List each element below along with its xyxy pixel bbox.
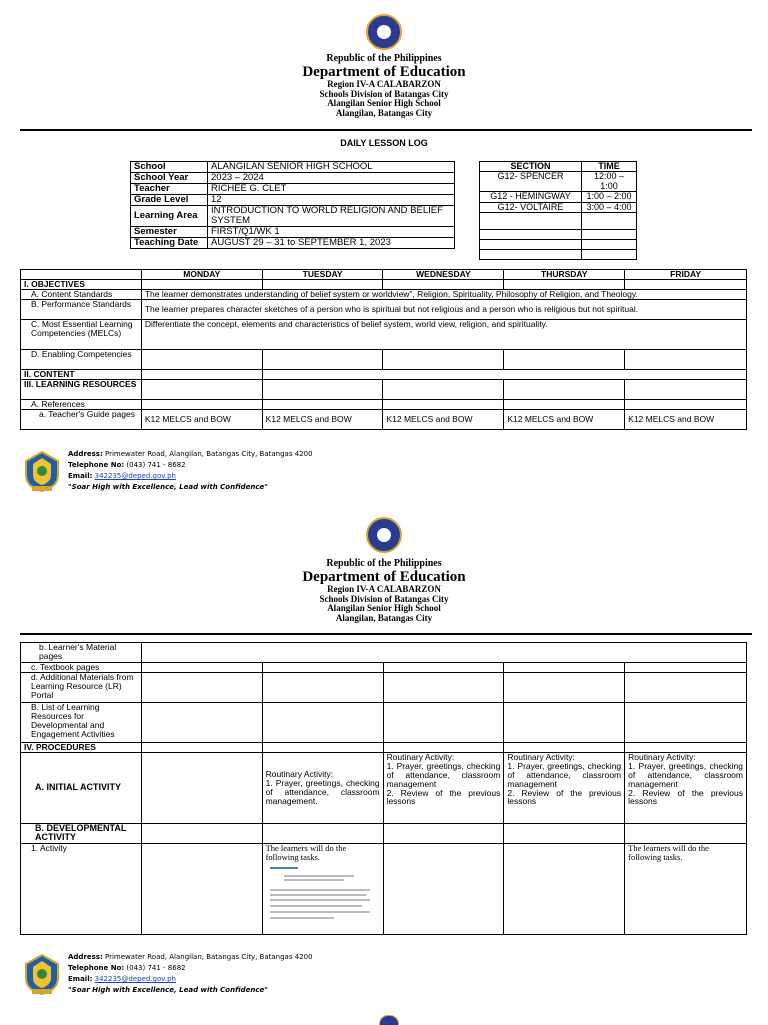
info-table bbox=[130, 161, 455, 249]
header-rule bbox=[20, 129, 752, 131]
republic-line: Republic of the Philippines bbox=[326, 558, 442, 569]
info-label: Semester bbox=[131, 226, 208, 237]
division-line: Schools Division of Batangas City bbox=[319, 593, 449, 604]
email-link[interactable]: 342235@deped.gov.ph bbox=[94, 975, 176, 983]
melcs-label: C. Most Essential Learning Competencies (MELCs) bbox=[21, 319, 142, 349]
city-line: Alangilan, Batangas City bbox=[335, 612, 433, 623]
footer-telephone bbox=[68, 461, 186, 469]
learners-material-label: b. Learner's Material pages bbox=[21, 643, 142, 663]
day-thursday: THURSDAY bbox=[504, 270, 625, 280]
section-name: G12- VOLTAIRE bbox=[480, 202, 582, 212]
info-value: FIRST/Q1/WK 1 bbox=[208, 226, 455, 237]
content-label: II. CONTENT bbox=[21, 369, 142, 379]
objectives-label: I. OBJECTIVES bbox=[21, 279, 142, 289]
teachers-guide-wednesday: K12 MELCS and BOW bbox=[383, 409, 504, 429]
teachers-guide-label: a. Teacher's Guide pages bbox=[21, 409, 142, 429]
telephone-value: (043) 741 - 8682 bbox=[126, 964, 186, 972]
references-label: A. References bbox=[21, 399, 142, 409]
footer-address bbox=[68, 450, 313, 458]
letterhead bbox=[0, 54, 768, 118]
day-wednesday: WEDNESDAY bbox=[383, 270, 504, 280]
initial-activity-label: A. INITIAL ACTIVITY bbox=[21, 752, 142, 823]
content-standards-text: The learner demonstrates understanding of belief system or worldview", Religion, Spirituality, Philosophy of Religion, and Theology. bbox=[141, 289, 746, 299]
section-name: G12- SPENCER bbox=[480, 172, 582, 192]
procedures-label: IV. PROCEDURES bbox=[21, 742, 142, 752]
activity-friday: The learners will do the following tasks. bbox=[625, 843, 747, 934]
info-value: 12 bbox=[208, 194, 455, 205]
content-standards-label: A. Content Standards bbox=[21, 289, 142, 299]
footer-email bbox=[68, 975, 176, 983]
teachers-guide-monday: K12 MELCS and BOW bbox=[141, 409, 262, 429]
school-line: Alangilan Senior High School bbox=[327, 98, 441, 109]
day-monday: MONDAY bbox=[141, 270, 262, 280]
initial-activity-tuesday: Routinary Activity: 1. Prayer, greetings, checking of attendance, classroom management. bbox=[262, 752, 383, 823]
section-row bbox=[480, 202, 637, 212]
teachers-guide-thursday: K12 MELCS and BOW bbox=[504, 409, 625, 429]
republic-line: Republic of the Philippines bbox=[326, 53, 442, 64]
info-label: School Year bbox=[131, 172, 208, 183]
telephone-value: (043) 741 - 8682 bbox=[126, 461, 186, 469]
day-friday: FRIDAY bbox=[625, 270, 747, 280]
section-time: 3:00 – 4:00 bbox=[582, 202, 637, 212]
footer-email bbox=[68, 472, 176, 480]
school-logo-icon bbox=[20, 449, 64, 493]
initial-activity-friday: Routinary Activity: 1. Prayer, greetings, checking of attendance, classroom management 2. Review of the previous lessons bbox=[625, 752, 747, 823]
info-value: 2023 – 2024 bbox=[208, 172, 455, 183]
info-row bbox=[131, 194, 455, 205]
email-label: Email: bbox=[68, 975, 93, 983]
initial-activity-wednesday: Routinary Activity: 1. Prayer, greetings, checking of attendance, classroom management 2. Review of the previous lessons bbox=[383, 752, 504, 823]
list-resources-label: B. List of Learning Resources for Developmental and Engagement Activities bbox=[21, 702, 142, 742]
additional-materials-label: d. Additional Materials from Learning Resource (LR) Portal bbox=[21, 672, 142, 702]
address-value: Primewater Road, Alangilan, Batangas City, Batangas 4200 bbox=[105, 953, 313, 961]
telephone-label: Telephone No: bbox=[68, 461, 125, 469]
footer-2 bbox=[20, 950, 420, 1000]
region-line: Region IV-A CALABARZON bbox=[327, 584, 441, 595]
textbook-label: c. Textbook pages bbox=[21, 663, 142, 673]
corner-cell bbox=[21, 270, 142, 280]
deped-seal-icon bbox=[366, 14, 402, 50]
info-label: Teacher bbox=[131, 183, 208, 194]
info-value: RICHEE G. CLET bbox=[208, 183, 455, 194]
initial-activity-thursday: Routinary Activity: 1. Prayer, greetings, checking of attendance, classroom management 2. Review of the previous lessons bbox=[504, 752, 625, 823]
section-row bbox=[480, 192, 637, 202]
section-header: SECTION bbox=[480, 162, 582, 172]
page-2 bbox=[0, 505, 768, 1010]
footer-1 bbox=[20, 447, 420, 497]
page-1 bbox=[0, 0, 768, 500]
section-name: G12 - HEMINGWAY bbox=[480, 192, 582, 202]
email-link[interactable]: 342235@deped.gov.ph bbox=[94, 472, 176, 480]
address-label: Address: bbox=[68, 450, 103, 458]
performance-standards-text: The learner prepares character sketches of a person who is spiritual but not religious and a person who is religious but not spiritual. bbox=[141, 299, 746, 319]
section-time: 1:00 – 2:00 bbox=[582, 192, 637, 202]
department-line: Department of Education bbox=[302, 568, 466, 585]
address-label: Address: bbox=[68, 953, 103, 961]
region-line: Region IV-A CALABARZON bbox=[327, 79, 441, 90]
learning-resources-label: III. LEARNING RESOURCES bbox=[21, 379, 142, 399]
teachers-guide-tuesday: K12 MELCS and BOW bbox=[262, 409, 383, 429]
footer-address bbox=[68, 953, 313, 961]
info-row bbox=[131, 205, 455, 226]
info-label: School bbox=[131, 162, 208, 173]
info-row bbox=[131, 162, 455, 173]
developmental-activity-label: B. DEVELOPMENTAL ACTIVITY bbox=[21, 823, 142, 843]
doc-title: DAILY LESSON LOG bbox=[340, 138, 428, 148]
section-table bbox=[479, 161, 637, 260]
teachers-guide-friday: K12 MELCS and BOW bbox=[625, 409, 747, 429]
division-line: Schools Division of Batangas City bbox=[319, 88, 449, 99]
header-rule bbox=[20, 633, 752, 635]
info-value: INTRODUCTION TO WORLD RELIGION AND BELIEF SYSTEM bbox=[208, 205, 455, 226]
info-row bbox=[131, 183, 455, 194]
activity-tuesday bbox=[262, 843, 383, 934]
info-label: Learning Area bbox=[131, 205, 208, 226]
email-label: Email: bbox=[68, 472, 93, 480]
deped-seal-icon bbox=[366, 517, 402, 553]
school-logo-icon bbox=[20, 952, 64, 996]
time-header: TIME bbox=[582, 162, 637, 172]
letterhead bbox=[0, 559, 768, 623]
info-row bbox=[131, 237, 455, 248]
activity-tuesday-text: The learners will do the following tasks. bbox=[265, 842, 347, 862]
info-value: ALANGILAN SENIOR HIGH SCHOOL bbox=[208, 162, 455, 173]
section-time: 12:00 – 1:00 bbox=[582, 172, 637, 192]
footer-telephone bbox=[68, 964, 186, 972]
footer-motto: "Soar High with Excellence, Lead with Confidence" bbox=[68, 483, 268, 491]
section-row bbox=[480, 172, 637, 192]
footer-motto: "Soar High with Excellence, Lead with Confidence" bbox=[68, 986, 268, 994]
school-line: Alangilan Senior High School bbox=[327, 603, 441, 614]
lesson-table-1 bbox=[20, 269, 747, 430]
instructions-thumbnail bbox=[266, 865, 378, 923]
info-row bbox=[131, 226, 455, 237]
department-line: Department of Education bbox=[302, 63, 466, 80]
performance-standards-label: B. Performance Standards bbox=[21, 299, 142, 319]
melcs-text: Differentiate the concept, elements and characteristics of belief system, world view, religion, and spirituality. bbox=[141, 319, 746, 349]
telephone-label: Telephone No: bbox=[68, 964, 125, 972]
lesson-table-2 bbox=[20, 642, 747, 935]
enabling-label: D. Enabling Competencies bbox=[21, 349, 142, 369]
info-label: Grade Level bbox=[131, 194, 208, 205]
day-tuesday: TUESDAY bbox=[262, 270, 383, 280]
info-value: AUGUST 29 – 31 to SEPTEMBER 1, 2023 bbox=[208, 237, 455, 248]
info-label: Teaching Date bbox=[131, 237, 208, 248]
city-line: Alangilan, Batangas City bbox=[335, 107, 433, 118]
activity-label: 1. Activity bbox=[21, 843, 142, 934]
info-row bbox=[131, 172, 455, 183]
address-value: Primewater Road, Alangilan, Batangas City, Batangas 4200 bbox=[105, 450, 313, 458]
